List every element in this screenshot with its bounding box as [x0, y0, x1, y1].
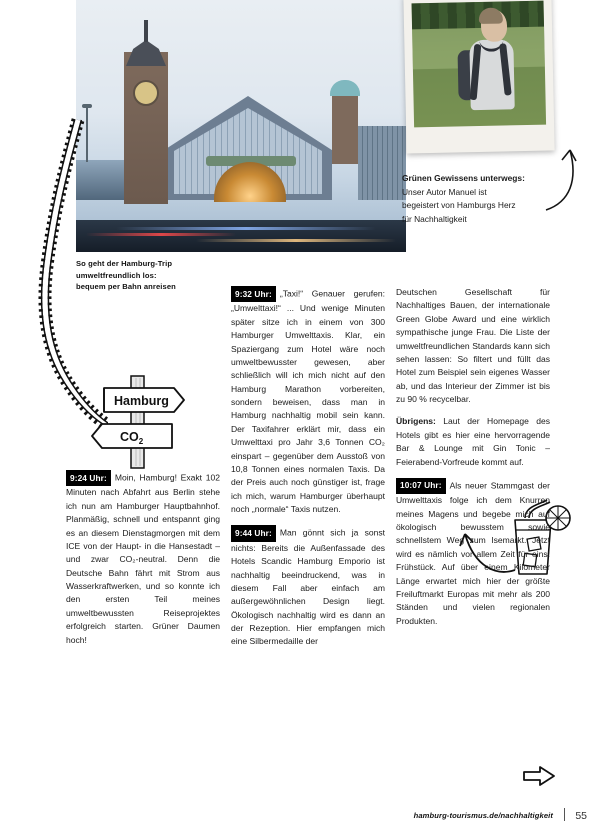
hair — [478, 7, 502, 23]
station-right-hall — [358, 126, 406, 200]
paragraph — [396, 286, 550, 406]
paragraph — [66, 470, 220, 647]
polaroid-caption-line-2: begeistert von Hamburgs Herz — [402, 200, 516, 211]
page-number: 55 — [575, 810, 587, 822]
street-lamp-head-icon — [82, 104, 92, 108]
paragraph-text: Als neuer Stammgast der Umwelttaxis folge ich dem Knurren meines Magens und begebe mich auf ökologisch bewusstem sowie schnellstem Weg zum Isemarkt. Jetzt wird es nämlich vor allem Zeit für eins: Frühstück. Auf über einem Kilometer Länge erwartet mich hier der größte Freiluftmarkt Europas mit mehr als 200 Ständen und vielen regionalen Produkten. — [396, 480, 550, 626]
paragraph-lead-in: Übrigens: — [396, 416, 436, 427]
signpost-label-hamburg: Hamburg — [114, 394, 169, 408]
hamburg-hauptbahnhof-photo — [76, 0, 406, 252]
small-tower — [332, 94, 358, 164]
paragraph — [231, 286, 385, 516]
paragraph-text: Deutschen Gesellschaft für Nachhaltiges Bauen, der internationale Green Globe Award und eine wirklich sympathische junge Frau. Die Liste der umweltfreundlichen Standards kann sich sehen lassen: So filtert und füllt das Hotel zum Beispiel sein eigenes Wasser ab, und das Interieur der Zimmer ist bis zu 90 % recycelbar. — [396, 287, 550, 404]
text-column-3 — [396, 286, 550, 628]
paragraph — [231, 525, 385, 648]
paragraph-text: „Taxi!“ Genauer gerufen: „Umwelttaxi!“ ... Und wenige Minuten später sitze ich in einem von 300 Hamburger Umwelttaxis. Klar, ein Spaziergang zum Hotel wäre noch umweltbewusster gewesen, aber schließlich will ich mich nicht auf den Hamburg Marathon vorbereiten, sondern beweisen, dass man in Hamburg nachhaltig mobil sein kann. Der Taxifahrer erklärt mir, dass ein Umwelttaxi pro Jahr 3,6 Tonnen CO₂ einspart – gegenüber dem Ausstoß von 10,8 Tonnen eines normalen Taxis. Da der Preis auch noch günstiger ist, frage ich mich, warum Hamburger überhaupt noch „normale“ Taxis nutzen. — [231, 288, 385, 514]
hero-caption-line-2: umweltfreundlich los: — [76, 270, 157, 280]
paragraph — [396, 478, 550, 628]
small-tower-cap — [330, 80, 360, 96]
tower-clock-icon — [133, 80, 159, 106]
time-badge: 9:24 Uhr: — [66, 470, 111, 486]
time-badge: 10:07 Uhr: — [396, 478, 446, 494]
person-figure — [464, 9, 519, 127]
paragraph-text: Laut der Homepage des Hotels gibt es hier eine hervorragende Bar & Lounge mit Gin Tonic – Feierabend-Vorfreude kommt auf. — [396, 416, 550, 467]
clock-tower — [124, 52, 168, 204]
signpost-illustration — [78, 372, 198, 472]
polaroid-caption-heading: Grünen Gewissens unterwegs: — [402, 173, 525, 183]
time-badge: 9:32 Uhr: — [231, 286, 276, 302]
polaroid-pointer-arrow-icon — [540, 140, 588, 214]
polaroid-photo-area — [412, 1, 547, 128]
spire-icon — [144, 20, 148, 42]
polaroid-caption — [402, 172, 552, 226]
text-column-2 — [231, 286, 385, 649]
polaroid-caption-line-3: für Nachhaltigkeit — [402, 213, 467, 224]
signpost-label-co2: $CO_2$ — [120, 430, 144, 446]
paragraph — [396, 415, 550, 469]
continue-arrow-icon — [523, 765, 555, 787]
footer-url: hamburg-tourismus.de/nachhaltigkeit — [413, 811, 553, 820]
page-footer — [0, 804, 609, 820]
station-building — [76, 52, 406, 222]
polaroid-caption-line-1: Unser Autor Manuel ist — [402, 186, 487, 197]
hero-caption-line-1: So geht der Hamburg-Trip — [76, 259, 173, 268]
author-portrait-polaroid — [403, 0, 554, 154]
text-column-1 — [66, 470, 220, 647]
light-streak — [86, 233, 236, 236]
footer-divider — [564, 808, 565, 821]
hero-caption-line-3: bequem per Bahn anreisen — [76, 282, 176, 292]
station-plaza — [76, 220, 406, 252]
light-streak — [196, 239, 396, 242]
light-streak — [116, 227, 376, 230]
time-badge: 9:44 Uhr: — [231, 525, 276, 541]
paragraph-text: Moin, Hamburg! Exakt 102 Minuten nach Abfahrt aus Berlin stehe ich nun am Hamburger Hauptbahnhof. Planmäßig, schnell und entspannt ging es an diesem Dienstagmorgen mit dem ICE von der Haupt- in die Hansestadt – und zwar CO₂-neutral. Denn die Deutsche Bahn fährt mit Strom aus Wasserkraftwerken, und so konnte ich den ersten Teil meines umweltbewussten Reiseprojektes erfolgreich starten. Grüner Daumen hoch! — [66, 472, 220, 645]
paragraph-text: Man gönnt sich ja sonst nichts: Bereits die Außenfassade des Hotels Scandic Hamburg Emporio ist nachhaltig beeindruckend, was in diesem Fall aber einfach am außergewöhnlichen Design liegt. Ökologisch nachhaltig wird es dann an der Rezeption. Hier empfangen mich eine Silbermedaille der — [231, 527, 385, 647]
